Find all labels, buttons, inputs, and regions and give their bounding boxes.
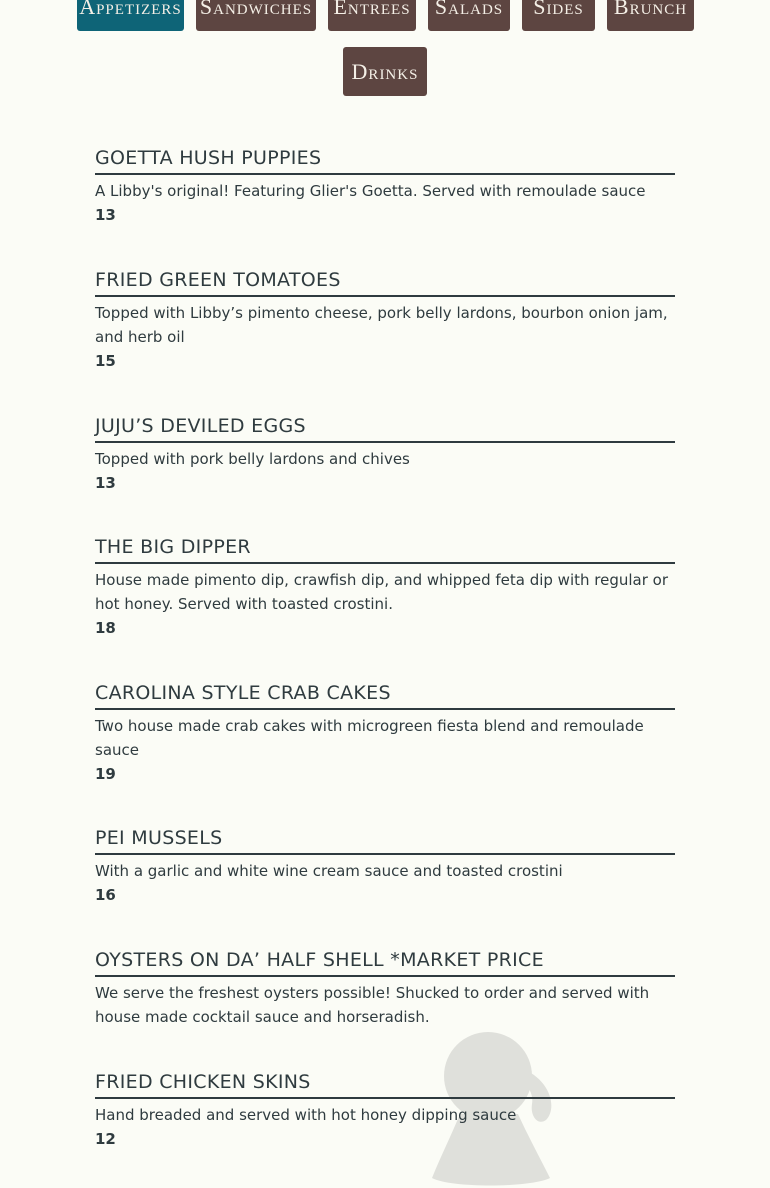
menu-item-description: House made pimento dip, crawfish dip, and whipped feta dip with regular or hot honey. Served with toasted crostini. [95, 571, 669, 613]
menu-item [95, 145, 675, 227]
tab-sides[interactable]: Sides [522, 0, 595, 31]
menu-item [95, 825, 675, 907]
menu-item-price: 18 [95, 619, 116, 637]
menu-item-name: OYSTERS ON DA’ HALF SHELL *MARKET PRICE [95, 947, 675, 977]
tab-drinks[interactable]: Drinks [343, 47, 427, 96]
menu-item-price: 13 [95, 206, 116, 224]
menu-item-price: 15 [95, 352, 116, 370]
menu-item-description: Hand breaded and served with hot honey dipping sauce [95, 1106, 517, 1124]
tab-brunch[interactable]: Brunch [607, 0, 694, 31]
menu-item-price: 19 [95, 765, 116, 783]
menu-item-description: With a garlic and white wine cream sauce and toasted crostini [95, 862, 563, 880]
tab-appetizers[interactable]: Appetizers [77, 0, 184, 31]
menu-item-description: Two house made crab cakes with microgreen fiesta blend and remoulade sauce [95, 717, 644, 759]
tab-sandwiches[interactable]: Sandwiches [196, 0, 316, 31]
menu-item-price: 13 [95, 474, 116, 492]
menu-item [95, 534, 675, 640]
menu-item-name: PEI MUSSELS [95, 825, 675, 855]
menu-item [95, 1069, 675, 1151]
menu-item-description: A Libby's original! Featuring Glier's Goetta. Served with remoulade sauce [95, 182, 646, 200]
menu-item-name: FRIED CHICKEN SKINS [95, 1069, 675, 1099]
menu-item-description: We serve the freshest oysters possible! Shucked to order and served with house made cocktail sauce and horseradish. [95, 984, 650, 1026]
menu-item [95, 413, 675, 495]
menu-item [95, 267, 675, 373]
menu-item [95, 680, 675, 786]
menu-item-name: FRIED GREEN TOMATOES [95, 267, 675, 297]
menu-item-description: Topped with Libby’s pimento cheese, pork belly lardons, bourbon onion jam, and herb oil [95, 304, 668, 346]
menu-item-description: Topped with pork belly lardons and chives [95, 450, 410, 468]
tab-entrees[interactable]: Entrees [328, 0, 416, 31]
menu-item-name: THE BIG DIPPER [95, 534, 675, 564]
menu-item-price: 12 [95, 1130, 116, 1148]
menu-item-price: 16 [95, 886, 116, 904]
tab-salads[interactable]: Salads [428, 0, 510, 31]
menu-item-name: GOETTA HUSH PUPPIES [95, 145, 675, 175]
menu-item-name: JUJU’S DEVILED EGGS [95, 413, 675, 443]
menu-item-name: CAROLINA STYLE CRAB CAKES [95, 680, 675, 710]
menu-item [95, 947, 675, 1029]
